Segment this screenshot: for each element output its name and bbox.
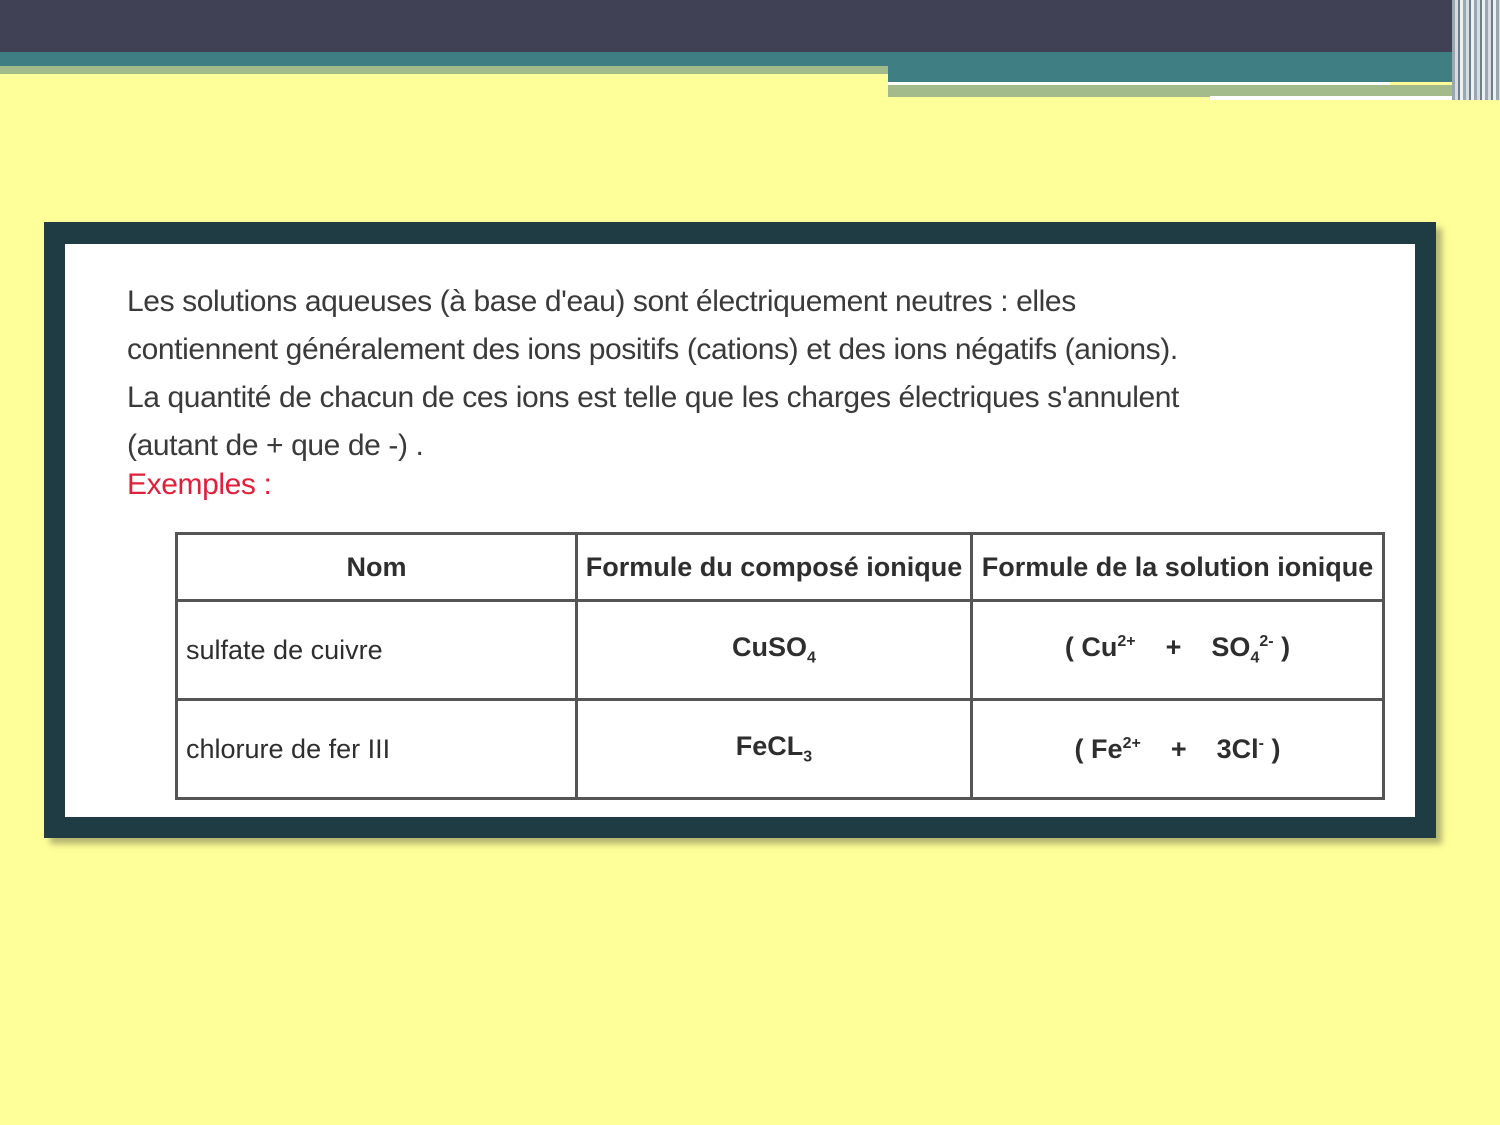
header-stripes bbox=[1452, 0, 1500, 100]
paragraph-line: La quantité de chacun de ces ions est telle que les charges électriques s'annulent bbox=[127, 381, 1179, 414]
solution-formula: ( $Fe^{2+} + 3Cl^-$ ) bbox=[972, 700, 1384, 799]
table-header-row bbox=[177, 534, 1384, 601]
paragraph-line: (autant de + que de -) . bbox=[127, 429, 424, 462]
examples-label: Exemples : bbox=[127, 468, 272, 501]
compound-formula: FeCL$_3$ bbox=[577, 700, 972, 799]
content-paper bbox=[65, 244, 1415, 817]
row-name: sulfate de cuivre bbox=[177, 601, 577, 700]
header-compound-formula: Formule du composé ionique bbox=[577, 534, 972, 601]
header-dark-band bbox=[0, 0, 1500, 52]
table-row bbox=[177, 700, 1384, 799]
intro-paragraph bbox=[127, 278, 1247, 470]
header-teal-band-right bbox=[888, 68, 1500, 82]
header-solution-formula: Formule de la solution ionique bbox=[972, 534, 1384, 601]
table-row bbox=[177, 601, 1384, 700]
compound-formula: CuSO$_4$ bbox=[577, 601, 972, 700]
row-name: chlorure de fer III bbox=[177, 700, 577, 799]
paragraph-line: Les solutions aqueuses (à base d'eau) sont électriquement neutres : elles bbox=[127, 285, 1076, 318]
header-sage-band-left bbox=[0, 66, 888, 74]
header-nom: Nom bbox=[177, 534, 577, 601]
content-frame bbox=[44, 222, 1436, 838]
solution-formula: ( $Cu^{2+} + SO_4^{2-}$ ) bbox=[972, 601, 1384, 700]
header-white-line-short bbox=[1210, 96, 1472, 100]
ions-table bbox=[175, 532, 1385, 800]
paragraph-line: contiennent généralement des ions positifs (cations) et des ions négatifs (anions). bbox=[127, 333, 1178, 366]
